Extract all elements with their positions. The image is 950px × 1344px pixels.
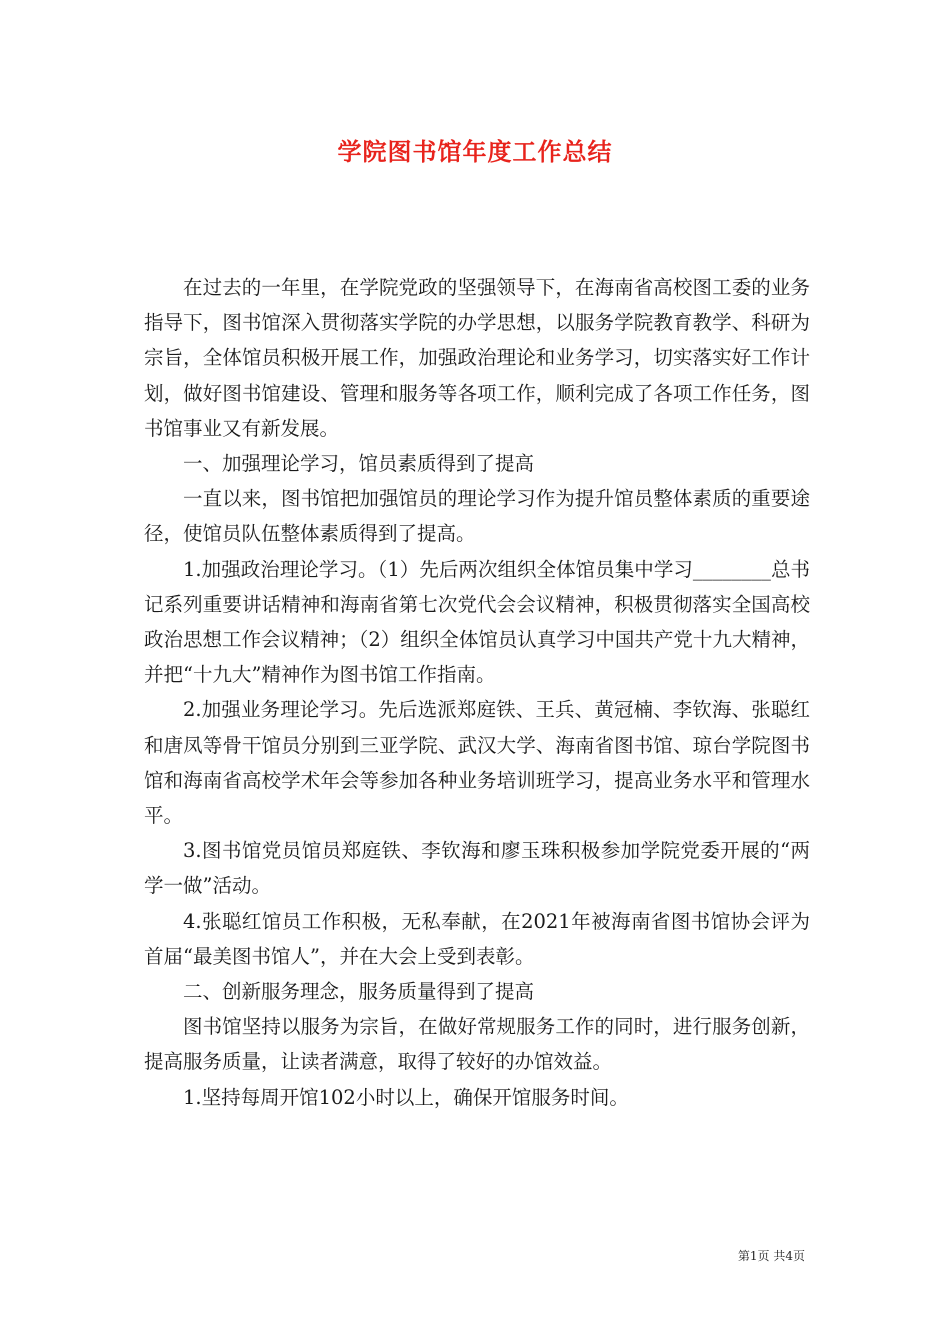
list-item: 4.张聪红馆员工作积极，无私奉献，在2021年被海南省图书馆协会评为首届“最美图书馆人”，并在大会上受到表彰。	[144, 909, 810, 968]
list-item: 1.坚持每周开馆102小时以上，确保开馆服务时间。	[183, 1085, 629, 1109]
list-item: 1.加强政治理论学习。（1）先后两次组织全体馆员集中学习________总书记系列重要讲话精神和海南省第七次党代会会议精神，积极贯彻落实全国高校政治思想工作会议精神；（2）组织全体馆员认真学习中国共产党十九大精神，并把“十九大”精神作为图书馆工作指南。	[144, 557, 810, 687]
section-heading-1: 一、加强理论学习，馆员素质得到了提高	[183, 452, 535, 476]
paragraph: 一直以来，图书馆把加强馆员的理论学习作为提升馆员整体素质的重要途径，使馆员队伍整体素质得到了提高。	[144, 487, 810, 546]
list-item: 2.加强业务理论学习。先后选派郑庭铁、王兵、黄冠楠、李钦海、张聪红和唐凤等骨干馆员分别到三亚学院、武汉大学、海南省图书馆、琼台学院图书馆和海南省高校学术年会等参加各种业务培训班学习，提高业务水平和管理水平。	[144, 698, 810, 828]
page-number: 第1页 共4页	[737, 1249, 805, 1263]
section-heading-2: 二、创新服务理念，服务质量得到了提高	[183, 980, 535, 1004]
paragraph-intro: 在过去的一年里，在学院党政的坚强领导下，在海南省高校图工委的业务指导下，图书馆深入贯彻落实学院的办学思想，以服务学院教育教学、科研为宗旨，全体馆员积极开展工作，加强政治理论和业务学习，切实落实好工作计划，做好图书馆建设、管理和服务等各项工作，顺利完成了各项工作任务，图书馆事业又有新发展。	[144, 276, 810, 440]
document-body	[144, 270, 810, 1115]
document-title: 学院图书馆年度工作总结	[337, 137, 613, 166]
paragraph: 图书馆坚持以服务为宗旨，在做好常规服务工作的同时，进行服务创新，提高服务质量，让读者满意，取得了较好的办馆效益。	[144, 1015, 810, 1074]
list-item: 3.图书馆党员馆员郑庭铁、李钦海和廖玉珠积极参加学院党委开展的“两学一做”活动。	[144, 839, 810, 898]
